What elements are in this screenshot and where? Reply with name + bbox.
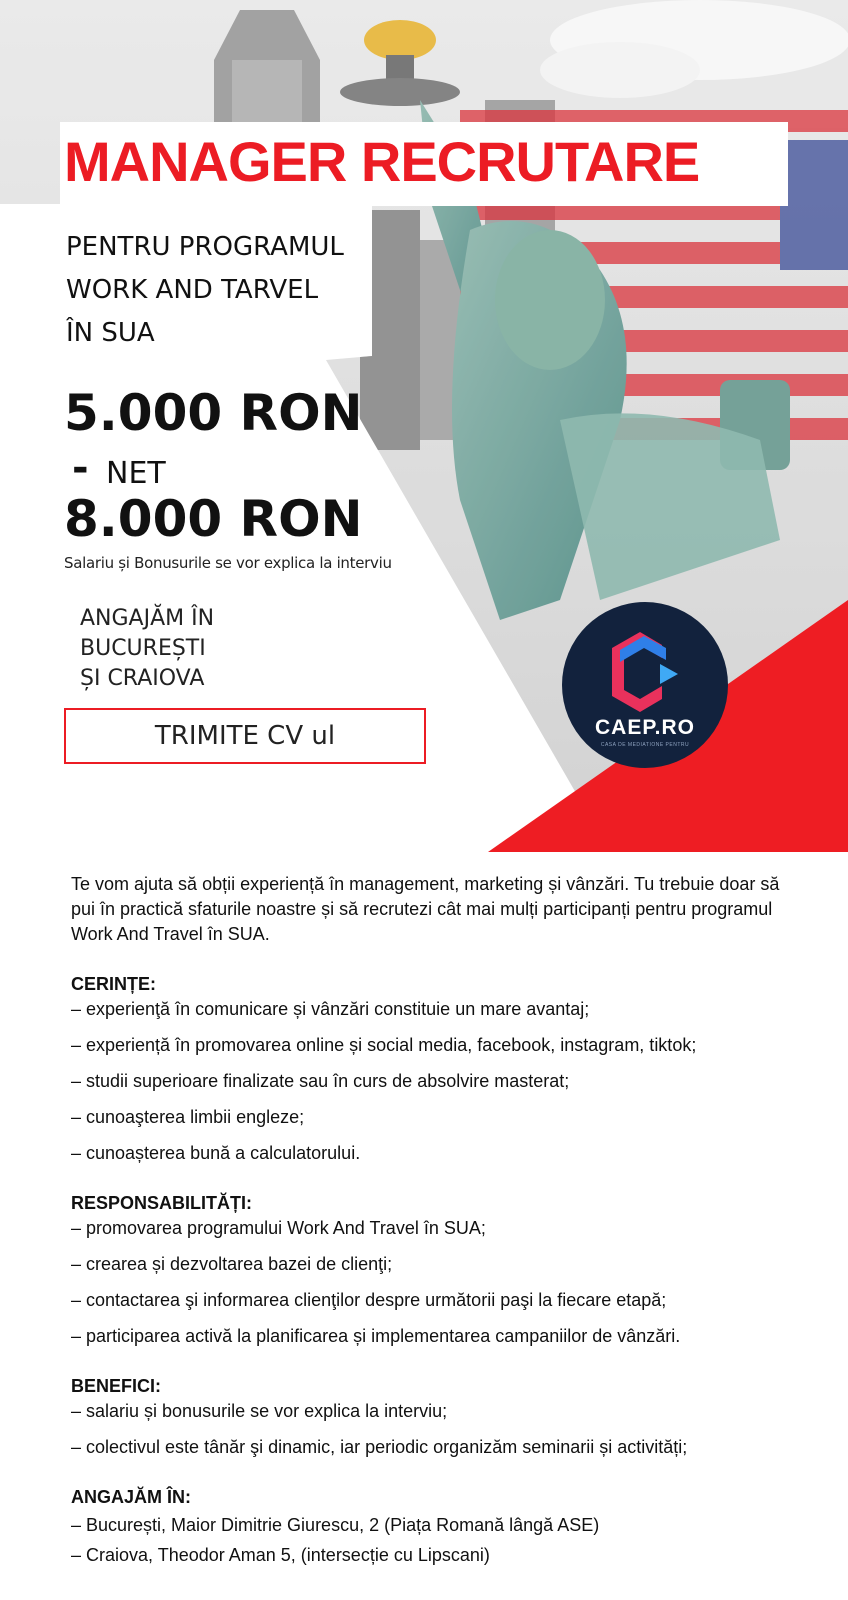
requirements-heading: CERINȚE:: [71, 974, 156, 994]
benefits-heading: BENEFICI:: [71, 1376, 161, 1396]
location-item: – București, Maior Dimitrie Giurescu, 2 (Piața Romană lângă ASE): [71, 1515, 600, 1535]
program-subtitle: [66, 226, 344, 355]
brand-name: CAEP.RO: [595, 716, 695, 739]
salary-min: 5.000 RON: [64, 384, 363, 442]
job-details: [71, 872, 791, 1570]
hiring-line: ANGAJĂM ÎN: [80, 606, 215, 631]
location-item: – Craiova, Theodor Aman 5, (intersecție cu Lipscani): [71, 1545, 490, 1565]
responsibilities-heading: RESPONSABILITĂȚI:: [71, 1193, 253, 1213]
page-title: MANAGER RECRUTARE: [64, 130, 700, 193]
intro-text: Te vom ajuta să obții experiență în management, marketing și vânzări. Tu trebuie doar să pui în practică sfaturile noastre și să recrutezi cât mai mulți participanți pentru programul Work And Travel în SUA.: [71, 874, 780, 944]
salary-max: 8.000 RON: [64, 490, 363, 548]
list-item: – experienţă în comunicare și vânzări constituie un mare avantaj;: [71, 999, 590, 1019]
list-item: – salariu și bonusurile se vor explica la interviu;: [71, 1401, 448, 1421]
send-cv-button[interactable]: TRIMITE CV ul: [64, 708, 426, 764]
list-item: – experiență în promovarea online și social media, facebook, instagram, tiktok;: [71, 1035, 697, 1055]
list-item: – participarea activă la planificarea și implementarea campaniilor de vânzări.: [71, 1326, 681, 1346]
brand-tagline: CASA DE MEDIATIONE PENTRU: [600, 742, 690, 748]
list-item: – promovarea programului Work And Travel în SUA;: [71, 1218, 486, 1238]
list-item: – crearea și dezvoltarea bazei de clienţi;: [71, 1254, 393, 1274]
list-item: – studii superioare finalizate sau în curs de absolvire masterat;: [71, 1071, 570, 1091]
subtitle-line: PENTRU PROGRAMUL: [66, 232, 344, 262]
list-item: – cunoaşterea limbii engleze;: [71, 1107, 305, 1127]
locations-heading: ANGAJĂM ÎN:: [71, 1487, 191, 1507]
salary-net-label: NET: [106, 456, 166, 491]
salary-note: Salariu și Bonusurile se vor explica la interviu: [64, 554, 392, 572]
salary-dash: -: [72, 445, 89, 491]
hiring-line: ȘI CRAIOVA: [80, 666, 205, 691]
list-item: – cunoașterea bună a calculatorului.: [71, 1143, 361, 1163]
list-item: – contactarea şi informarea clienţilor despre următorii paşi la fiecare etapă;: [71, 1290, 667, 1310]
hiring-cities: [80, 604, 214, 694]
hiring-line: BUCUREȘTI: [80, 636, 206, 661]
subtitle-line: WORK AND TARVEL: [66, 275, 319, 305]
subtitle-line: ÎN SUA: [66, 318, 155, 348]
list-item: – colectivul este tânăr şi dinamic, iar periodic organizăm seminarii și activități;: [71, 1437, 688, 1457]
